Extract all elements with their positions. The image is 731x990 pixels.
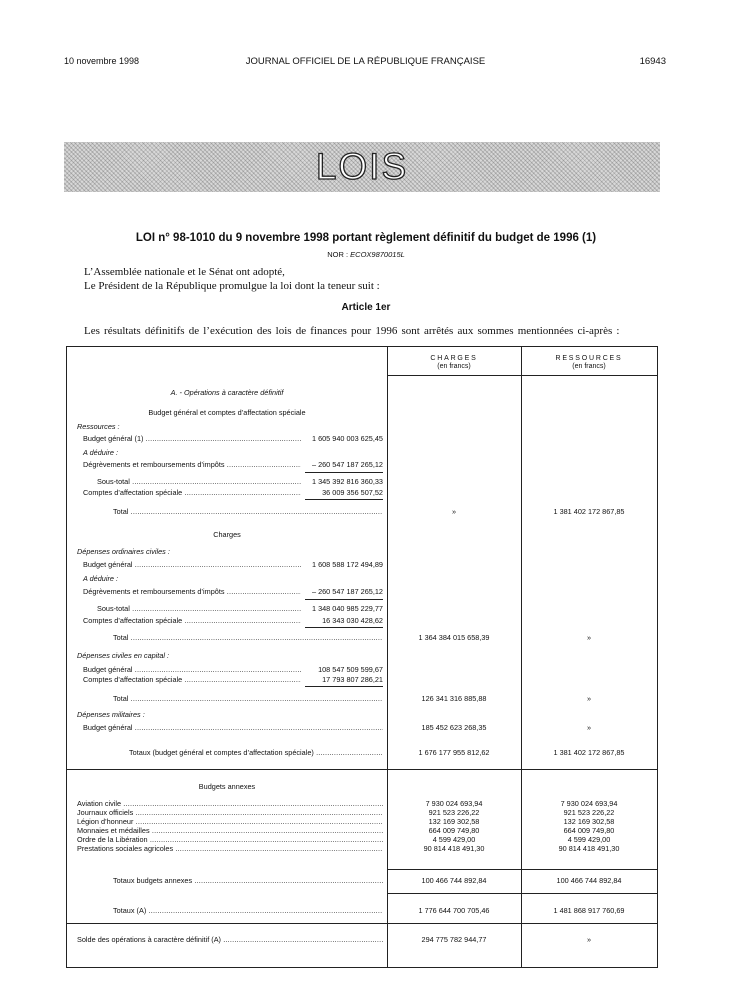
charges-value: 1 676 177 955 812,62 <box>418 748 490 757</box>
row-amount: – 260 547 187 265,12 <box>311 460 383 469</box>
ressources-header-label: RESSOURCES <box>555 355 623 362</box>
row-label: Budget général ..... <box>83 560 301 569</box>
preamble-line-2: Le Président de la République promulgue la loi dont la teneur suit : <box>84 280 380 292</box>
ressources-value: 1 381 402 172 867,85 <box>553 507 625 516</box>
row-label: Budget général ..... <box>83 665 301 674</box>
ressources-value: 100 466 744 892,84 <box>556 876 622 885</box>
row-rule <box>67 923 657 924</box>
row-label: Budget général (1) ..... <box>83 434 301 443</box>
charges-value: 1 364 384 015 658,39 <box>418 633 490 642</box>
ressources-value: 4 599 429,00 <box>567 835 611 844</box>
row-label: Sous-total ..... <box>97 477 301 486</box>
subtotal-rule <box>305 686 383 687</box>
budget-table <box>66 346 658 968</box>
row-amount: 108 547 509 599,67 <box>318 665 383 674</box>
row-label: Totaux (budget général et comptes d’affectation spéciale) ..... <box>129 748 383 757</box>
row-label: Journaux officiels ..... <box>77 808 383 817</box>
row-label: Légion d’honneur ..... <box>77 817 383 826</box>
charges-value: 1 776 644 700 705,46 <box>418 906 490 915</box>
row-rule <box>387 893 657 894</box>
charges-value: 185 452 623 268,35 <box>421 723 487 732</box>
charges-title: Charges <box>213 530 241 539</box>
row-label: Totaux (A) ..... <box>113 906 383 915</box>
row-label: Total ..... <box>113 694 383 703</box>
row-amount: 36 009 356 507,52 <box>322 488 383 497</box>
subtotal-rule <box>305 472 383 473</box>
row-amount: 1 608 588 172 494,89 <box>311 560 383 569</box>
article-intro: Les résultats définitifs de l’exécution des lois de finances pour 1996 sont arrêtés aux sommes mentionnées ci-après : <box>84 325 620 337</box>
ressources-value: 1 381 402 172 867,85 <box>553 748 625 757</box>
column-divider <box>387 347 388 967</box>
row-label: Ordre de la Libération ..... <box>77 835 383 844</box>
row-label: Comptes d’affectation spéciale ..... <box>83 616 301 625</box>
header-page-number: 16943 <box>639 56 666 67</box>
charges-header-label: CHARGES <box>430 355 478 362</box>
ressources-value: » <box>586 694 592 703</box>
budgets-annexes-title: Budgets annexes <box>198 782 256 791</box>
ressources-value: 1 481 868 917 760,69 <box>553 906 625 915</box>
row-label: Comptes d’affectation spéciale ..... <box>83 488 301 497</box>
depenses-ordinaires-title: Dépenses ordinaires civiles : <box>77 547 170 556</box>
ressources-value: 921 523 226,22 <box>563 808 615 817</box>
charges-value: 4 599 429,00 <box>432 835 476 844</box>
header-rule <box>387 375 657 376</box>
section-banner <box>64 142 660 192</box>
charges-value: » <box>451 507 457 516</box>
charges-header <box>387 355 521 371</box>
section-rule <box>67 769 657 770</box>
subtotal-rule <box>305 499 383 500</box>
row-label: Total ..... <box>113 633 383 642</box>
column-divider <box>521 347 522 967</box>
row-rule <box>387 869 657 870</box>
row-label: Solde des opérations à caractère définitif (A) ..... <box>77 935 383 944</box>
row-label: Dégrèvements et remboursements d’impôts ..... <box>83 460 301 469</box>
row-amount: – 260 547 187 265,12 <box>311 587 383 596</box>
subtotal-rule <box>305 627 383 628</box>
subsection-budget-title: Budget général et comptes d’affectation spéciale <box>148 408 306 417</box>
header-date: 10 novembre 1998 <box>64 56 140 66</box>
a-deduire-label: A déduire : <box>83 448 119 457</box>
ressources-value: » <box>586 723 592 732</box>
charges-header-unit: (en francs) <box>437 363 471 370</box>
ressources-header <box>521 355 657 371</box>
article-heading: Article 1er <box>341 302 391 313</box>
row-label: Comptes d’affectation spéciale ..... <box>83 675 301 684</box>
preamble-line-1: L’Assemblée nationale et le Sénat ont adopté, <box>84 266 285 278</box>
law-title: LOI n° 98-1010 du 9 novembre 1998 portant règlement définitif du budget de 1996 (1) <box>135 232 597 244</box>
ressources-value: 90 814 418 491,30 <box>558 844 620 853</box>
charges-value: 90 814 418 491,30 <box>423 844 485 853</box>
ressources-value: 7 930 024 693,94 <box>560 799 618 808</box>
a-deduire-label: A déduire : <box>83 574 119 583</box>
row-amount: 16 343 030 428,62 <box>322 616 383 625</box>
row-amount: 1 605 940 003 625,45 <box>311 434 383 443</box>
charges-value: 126 341 316 885,88 <box>421 694 487 703</box>
row-label: Prestations sociales agricoles ..... <box>77 844 383 853</box>
depenses-militaires-title: Dépenses militaires : <box>77 710 145 719</box>
charges-value: 294 775 782 944,77 <box>421 935 487 944</box>
row-label: Budget général ..... <box>83 723 383 732</box>
ressources-value: 664 009 749,80 <box>563 826 615 835</box>
banner-title: LOIS <box>315 146 409 187</box>
header-journal: JOURNAL OFFICIEL DE LA RÉPUBLIQUE FRANÇAISE <box>245 56 486 67</box>
charges-value: 7 930 024 693,94 <box>425 799 483 808</box>
row-label: Sous-total ..... <box>97 604 301 613</box>
section-a-title: A. - Opérations à caractère définitif <box>170 388 284 397</box>
ressources-value: » <box>586 633 592 642</box>
row-label: Monnaies et médailles ..... <box>77 826 383 835</box>
ressources-header-unit: (en francs) <box>572 363 606 370</box>
row-label: Totaux budgets annexes ..... <box>113 876 383 885</box>
ressources-value: 132 169 302,58 <box>563 817 615 826</box>
charges-value: 921 523 226,22 <box>428 808 480 817</box>
ressources-value: » <box>586 935 592 944</box>
row-amount: 17 793 807 286,21 <box>322 675 383 684</box>
nor-value: ECOX9870015L <box>350 250 405 259</box>
charges-value: 664 009 749,80 <box>428 826 480 835</box>
nor-reference <box>64 250 668 259</box>
row-amount: 1 345 392 816 360,33 <box>311 477 383 486</box>
nor-label: NOR : <box>327 250 349 259</box>
ressources-title: Ressources : <box>77 422 120 431</box>
charges-value: 132 169 302,58 <box>428 817 480 826</box>
row-label: Aviation civile ..... <box>77 799 383 808</box>
row-label: Dégrèvements et remboursements d’impôts ..... <box>83 587 301 596</box>
subtotal-rule <box>305 599 383 600</box>
charges-value: 100 466 744 892,84 <box>421 876 487 885</box>
row-label: Total ..... <box>113 507 383 516</box>
depenses-capital-title: Dépenses civiles en capital : <box>77 651 170 660</box>
row-amount: 1 348 040 985 229,77 <box>311 604 383 613</box>
